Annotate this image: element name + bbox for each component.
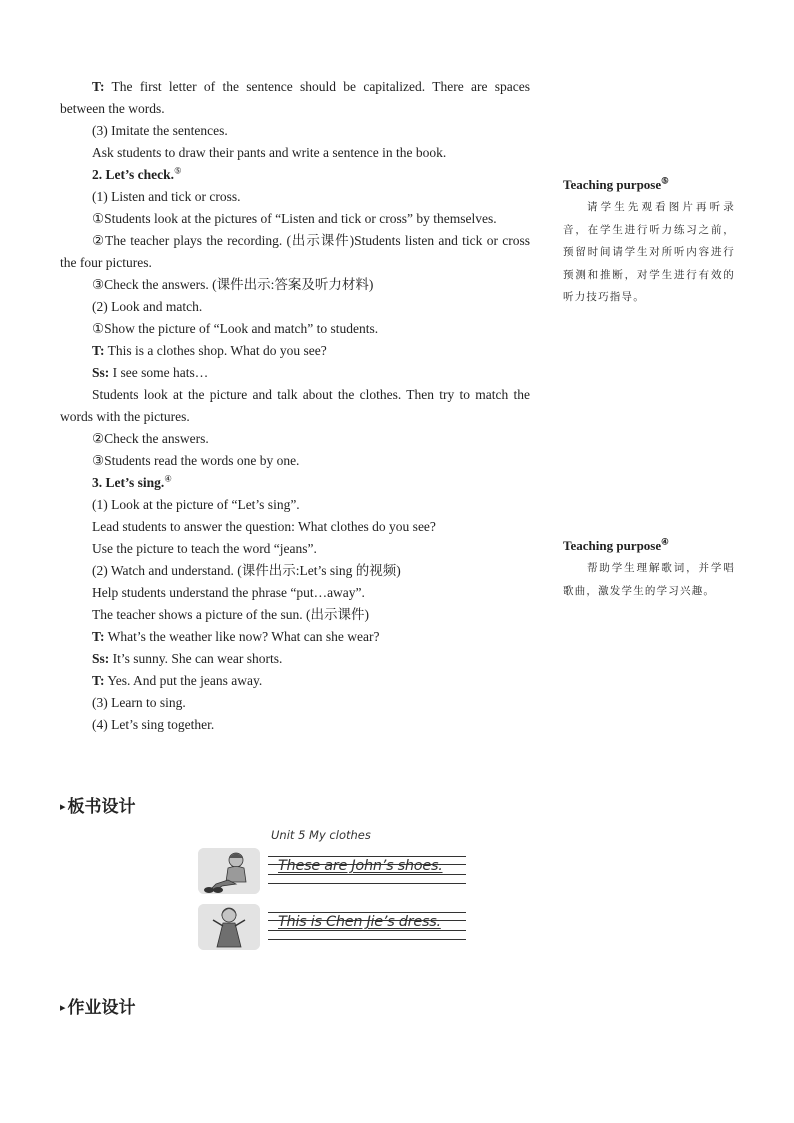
note-heading-text: Teaching purpose (563, 177, 662, 192)
speaker-label: Ss: (92, 365, 110, 380)
paragraph (60, 648, 530, 670)
speaker-label: T: (92, 343, 105, 358)
paragraph-text: What’s the weather like now? What can she wear? (104, 629, 380, 644)
heading-text: 板书设计 (67, 797, 136, 817)
section-heading-sing (60, 472, 530, 494)
paragraph-text: Yes. And put the jeans away. (104, 673, 263, 688)
triangle-bullet-icon: ▸ (60, 800, 66, 813)
speaker-label: Ss: (92, 651, 110, 666)
note-heading-text: Teaching purpose (563, 538, 662, 553)
paragraph: Ask students to draw their pants and write a sentence in the book. (92, 145, 447, 160)
paragraph: (1) Look at the picture of “Let’s sing”. (92, 497, 300, 512)
paragraph: (2) Watch and understand. (课件出示:Let’s sing 的视频) (92, 563, 401, 578)
board-title: Unit 5 My clothes (271, 828, 371, 842)
paragraph (60, 362, 530, 384)
board-sentence: These are John’s shoes. (278, 858, 443, 874)
lesson-body (60, 76, 530, 736)
paragraph: ③Students read the words one by one. (92, 453, 300, 468)
paragraph: Help students understand the phrase “put…away”. (92, 585, 365, 600)
boy-sitting-illustration (198, 848, 260, 894)
paragraph: ②The teacher plays the recording. (出示课件)Students listen and tick or cross the four pictures. (60, 233, 530, 270)
paragraph-text: The first letter of the sentence should be capitalized. There are spaces between the words. (60, 79, 530, 116)
note-text: 帮助学生理解歌词，并学唱歌曲，激发学生的学习兴趣。 (563, 562, 735, 597)
note-heading (563, 174, 735, 196)
note-text: 请学生先观看图片再听录音，在学生进行听力练习之前，预留时间请学生对所听内容进行预测和推断，对学生进行有效的听力技巧指导。 (563, 201, 735, 303)
paragraph: ②Check the answers. (92, 431, 209, 446)
handwriting-lines (268, 856, 466, 886)
paragraph: ①Show the picture of “Look and match” to students. (92, 321, 379, 336)
footnote-marker: ⑤ (661, 175, 669, 186)
footnote-marker: ④ (164, 473, 172, 484)
girl-in-dress-illustration (198, 904, 260, 950)
paragraph: Lead students to answer the question: What clothes do you see? (92, 519, 436, 534)
paragraph: Use the picture to teach the word “jeans”. (92, 541, 317, 556)
speaker-label: T: (92, 79, 105, 94)
paragraph (60, 76, 530, 120)
paragraph: (2) Look and match. (92, 299, 203, 314)
blackboard-design (198, 828, 478, 953)
paragraph (60, 340, 530, 362)
paragraph-text: This is a clothes shop. What do you see? (104, 343, 327, 358)
paragraph (60, 626, 530, 648)
teaching-purpose-note (563, 535, 735, 602)
footnote-marker: ④ (661, 536, 669, 547)
paragraph (60, 670, 530, 692)
teaching-purpose-note (563, 174, 735, 309)
handwriting-lines (268, 912, 466, 942)
heading-text: 3. Let’s sing. (92, 475, 165, 490)
note-heading (563, 535, 735, 557)
board-sentence: This is Chen Jie’s dress. (278, 914, 441, 930)
paragraph: (4) Let’s sing together. (92, 717, 215, 732)
paragraph-text: I see some hats… (109, 365, 209, 380)
triangle-bullet-icon: ▸ (60, 1001, 66, 1014)
paragraph: ③Check the answers. (课件出示:答案及听力材料) (92, 277, 374, 292)
paragraph: ①Students look at the pictures of “Listen and tick or cross” by themselves. (92, 211, 497, 226)
heading-text: 作业设计 (67, 998, 136, 1018)
heading-text: 2. Let’s check. (92, 167, 174, 182)
footnote-marker: ⑤ (173, 165, 182, 176)
speaker-label: T: (92, 673, 105, 688)
paragraph-text: It’s sunny. She can wear shorts. (109, 651, 283, 666)
speaker-label: T: (92, 629, 105, 644)
paragraph: The teacher shows a picture of the sun. (出示课件) (92, 607, 370, 622)
board-design-heading (60, 792, 136, 817)
section-heading-check (60, 164, 530, 186)
paragraph: (3) Imitate the sentences. (92, 123, 228, 138)
paragraph: Students look at the picture and talk about the clothes. Then try to match the words with the pictures. (60, 387, 530, 424)
paragraph: (1) Listen and tick or cross. (92, 189, 241, 204)
homework-design-heading (60, 993, 136, 1018)
paragraph: (3) Learn to sing. (92, 695, 186, 710)
